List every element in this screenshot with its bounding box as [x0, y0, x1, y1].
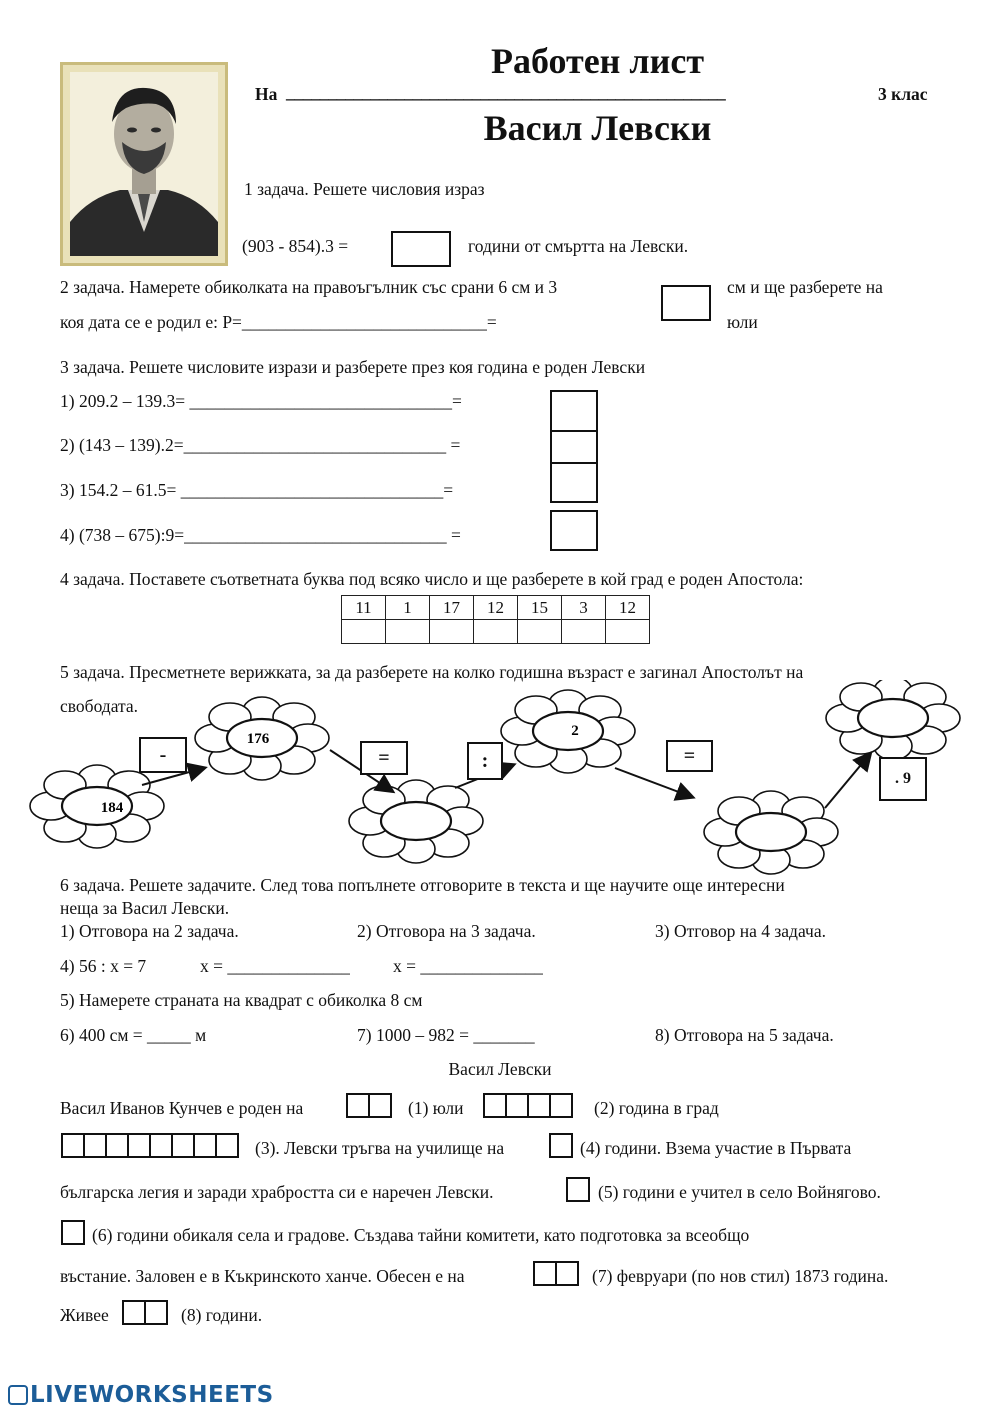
task6-q4-step1[interactable]: х = ______________ — [200, 956, 350, 976]
blank-8[interactable] — [122, 1300, 166, 1325]
code-number: 11 — [342, 596, 386, 620]
name-label: На — [255, 84, 278, 104]
story-line3-a: българска легия и заради храбростта си е наречен Левски. — [60, 1182, 494, 1202]
story-title: Васил Левски — [448, 1059, 552, 1079]
code-letter-cell[interactable] — [386, 620, 430, 644]
story-line6-b: (8) години. — [181, 1305, 263, 1325]
levski-portrait — [60, 62, 228, 266]
story-line1-c: (2) година в град — [594, 1098, 719, 1118]
operator-minus-box: - — [139, 737, 187, 773]
blank-4[interactable] — [549, 1133, 571, 1158]
code-number: 12 — [606, 596, 650, 620]
page-subtitle: Васил Левски — [483, 108, 712, 148]
task6-q3: 3) Отговор на 4 задача. — [655, 921, 826, 941]
task6-q5: 5) Намерете страната на квадрат с обиколка 8 см — [60, 990, 423, 1010]
story-line3-b: (5) години е учител в село Войнягово. — [598, 1182, 881, 1202]
arrow-5 — [825, 754, 870, 808]
code-number: 1 — [386, 596, 430, 620]
blank-6[interactable] — [61, 1220, 83, 1245]
task2-right1: см и ще разберете на — [727, 277, 883, 297]
story-line2-b: (4) години. Взема участие в Първата — [580, 1138, 852, 1158]
task4-number-row — [342, 596, 650, 620]
flower-value-1: 184 — [100, 800, 124, 816]
task6-q1: 1) Отговора на 2 задача. — [60, 921, 239, 941]
page-title: Работен лист — [490, 41, 705, 81]
flower-3 — [349, 780, 483, 863]
task6-line2: неща за Васил Левски. — [60, 898, 230, 918]
task3-answer-box-2[interactable] — [550, 430, 598, 464]
blank-5[interactable] — [566, 1177, 588, 1202]
story-line5-a: въстание. Заловен е в Къкринското ханче. Обесен е на — [60, 1266, 465, 1286]
story-line6-a: Живее — [60, 1305, 109, 1325]
task3-item1: 1) 209.2 – 139.3= ______________________________= — [60, 391, 462, 411]
task6-q7: 7) 1000 – 982 = _______ — [357, 1025, 535, 1045]
task1-label: 1 задача. Решете числовия израз — [244, 179, 485, 199]
code-letter-cell[interactable] — [606, 620, 650, 644]
task1-answer-box[interactable] — [391, 231, 451, 267]
arrow-4 — [615, 768, 692, 797]
task5-line1: 5 задача. Пресметнете верижката, за да разберете на колко годишна възраст е загинал Апостолът на — [60, 662, 804, 682]
task4-code-table — [341, 595, 650, 644]
story-line2-a: (3). Левски тръгва на училище на — [255, 1138, 505, 1158]
grade-label: 3 клас — [878, 84, 928, 104]
blank-7[interactable] — [533, 1261, 577, 1286]
task6-line1: 6 задача. Решете задачите. След това попълнете отговорите в текста и ще научите още интересни — [60, 875, 785, 895]
blank-1[interactable] — [346, 1093, 390, 1118]
code-letter-cell[interactable] — [474, 620, 518, 644]
task3-item4: 4) (738 – 675):9=______________________________ = — [60, 525, 461, 545]
story-line4: (6) години обикаля села и градове. Създава тайни комитети, като подготовка за всеобщо — [92, 1225, 750, 1245]
code-letter-cell[interactable] — [518, 620, 562, 644]
name-line[interactable]: ____________________________________________________ — [286, 82, 726, 102]
task1-expression: (903 - 854).3 = — [242, 236, 349, 256]
blank-3[interactable] — [61, 1133, 237, 1158]
flower-chain — [0, 680, 1000, 880]
task2-answer-box[interactable] — [661, 285, 711, 321]
flower-value-4: 2 — [571, 723, 579, 739]
task6-q4: 4) 56 : х = 7 — [60, 956, 147, 976]
flower-5 — [704, 791, 838, 874]
task2-line2: коя дата се е родил е: Р=____________________________= — [60, 312, 497, 332]
task3-label: 3 задача. Решете числовите изрази и разберете през коя година е роден Левски — [60, 357, 646, 377]
task3-answer-box-3[interactable] — [550, 462, 598, 503]
task3-answer-box-4[interactable] — [550, 510, 598, 551]
operator-multiply-box: . 9 — [879, 757, 927, 801]
flower-1 — [30, 765, 164, 848]
task2-line1: 2 задача. Намерете обиколката на правоъгълник със срани 6 см и 3 — [60, 277, 558, 297]
code-number: 12 — [474, 596, 518, 620]
task3-answer-box-1[interactable] — [550, 390, 598, 432]
operator-equals-box-2: = — [666, 740, 713, 772]
code-number: 17 — [430, 596, 474, 620]
task3-item2: 2) (143 – 139).2=______________________________ = — [60, 435, 461, 455]
logo-icon — [8, 1385, 28, 1405]
code-letter-cell[interactable] — [562, 620, 606, 644]
liveworksheets-logo — [8, 1382, 274, 1408]
flower-6 — [826, 680, 960, 760]
task6-q4-step2[interactable]: х = ______________ — [393, 956, 543, 976]
task5-line2: свободата. — [60, 696, 139, 716]
code-letter-cell[interactable] — [430, 620, 474, 644]
code-letter-cell[interactable] — [342, 620, 386, 644]
task4-label: 4 задача. Поставете съответната буква под всяко число и ще разберете в кой град е роден Апостола: — [60, 569, 804, 589]
task4-letter-row — [342, 620, 650, 644]
portrait-image — [70, 72, 218, 256]
task6-q2: 2) Отговора на 3 задача. — [357, 921, 536, 941]
flower-value-2: 176 — [246, 731, 270, 747]
story-line5-b: (7) февруари (по нов стил) 1873 година. — [592, 1266, 889, 1286]
task2-right2: юли — [727, 312, 758, 332]
blank-2[interactable] — [483, 1093, 571, 1118]
operator-equals-box-1: = — [360, 741, 408, 775]
code-number: 3 — [562, 596, 606, 620]
task3-item3: 3) 154.2 – 61.5= ______________________________= — [60, 480, 454, 500]
story-line1-b: (1) юли — [408, 1098, 464, 1118]
flower-4 — [501, 690, 635, 773]
task1-after: години от смъртта на Левски. — [468, 236, 689, 256]
logo-text: LIVEWORKSHEETS — [30, 1382, 274, 1408]
task6-q8: 8) Отговора на 5 задача. — [655, 1025, 834, 1045]
code-number: 15 — [518, 596, 562, 620]
story-line1-a: Васил Иванов Кунчев е роден на — [60, 1098, 304, 1118]
operator-divide-box: : — [467, 742, 503, 780]
task6-q6: 6) 400 см = _____ м — [60, 1025, 207, 1045]
